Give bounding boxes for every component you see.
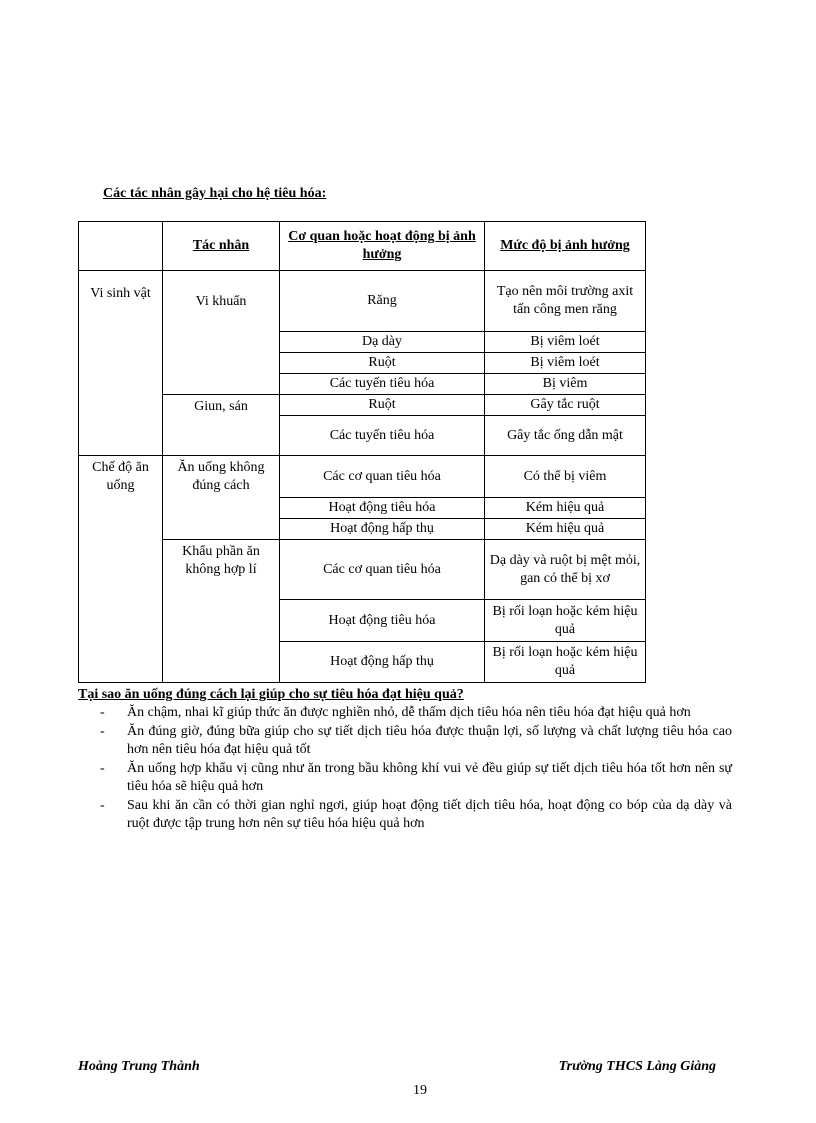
header-agent: Tác nhân — [163, 222, 280, 271]
organ-cell: Các tuyến tiêu hóa — [280, 374, 485, 395]
reason-text: Sau khi ăn cần có thời gian nghỉ ngơi, giúp hoạt động tiết dịch tiêu hóa, hoạt động co bóp của dạ dày và ruột được tập trung hơn nên sự tiêu hóa hiệu quả hơn — [127, 798, 732, 831]
section-title: Các tác nhân gây hại cho hệ tiêu hóa: — [103, 186, 327, 201]
agent-label: Khẩu phần ăn không hợp lí — [163, 540, 280, 683]
organ-cell: Dạ dày — [280, 332, 485, 353]
page-number: 19 — [413, 1083, 427, 1098]
list-item — [100, 797, 732, 833]
question-heading: Tại sao ăn uống đúng cách lại giúp cho sự tiêu hóa đạt hiệu quả? — [78, 687, 464, 702]
reason-text: Ăn đúng giờ, đúng bữa giúp cho sự tiết dịch tiêu hóa được thuận lợi, số lượng và chất lượng tiêu hóa cao hơn nên tiêu hóa đạt hiệu quả tốt — [127, 724, 732, 757]
bullet-dash: - — [100, 705, 105, 720]
effect-cell: Kém hiệu quả — [485, 519, 646, 540]
harmful-agents-table — [78, 221, 646, 683]
organ-cell: Ruột — [280, 395, 485, 416]
organ-cell: Các tuyến tiêu hóa — [280, 416, 485, 456]
table-row — [79, 456, 646, 498]
effect-cell: Bị rối loạn hoặc kém hiệu quả — [485, 642, 646, 683]
header-organ: Cơ quan hoặc hoạt động bị ảnh hưởng — [280, 222, 485, 271]
effect-cell: Bị viêm loét — [485, 332, 646, 353]
organ-cell: Hoạt động tiêu hóa — [280, 498, 485, 519]
effect-cell: Bị rối loạn hoặc kém hiệu quả — [485, 600, 646, 642]
table-row — [79, 395, 646, 416]
organ-cell: Các cơ quan tiêu hóa — [280, 456, 485, 498]
effect-cell: Kém hiệu quả — [485, 498, 646, 519]
agent-label: Ăn uống không đúng cách — [163, 456, 280, 540]
effect-cell: Tạo nên môi trường axit tấn công men răng — [485, 271, 646, 332]
organ-cell: Răng — [280, 271, 485, 332]
list-item — [100, 760, 732, 796]
effect-cell: Có thể bị viêm — [485, 456, 646, 498]
reason-text: Ăn uống hợp khẩu vị cũng như ăn trong bầu không khí vui vẻ đều giúp sự tiết dịch tiêu hóa tốt hơn nên sự tiêu hóa sẽ hiệu quả hơn — [127, 761, 732, 794]
footer-author: Hoàng Trung Thành — [78, 1059, 200, 1074]
organ-cell: Các cơ quan tiêu hóa — [280, 540, 485, 600]
list-item — [100, 723, 732, 759]
bullet-dash: - — [100, 724, 105, 739]
reason-text: Ăn chậm, nhai kĩ giúp thức ăn được nghiền nhỏ, dễ thấm dịch tiêu hóa nên tiêu hóa đạt hiệu quả hơn — [127, 705, 691, 720]
agent-label: Giun, sán — [163, 395, 280, 456]
table-header-row — [79, 222, 646, 271]
group-label: Vi sinh vật — [79, 271, 163, 456]
bullet-dash: - — [100, 761, 105, 776]
organ-cell: Hoạt động tiêu hóa — [280, 600, 485, 642]
header-effect: Mức độ bị ảnh hưởng — [485, 222, 646, 271]
organ-cell: Hoạt động hấp thụ — [280, 519, 485, 540]
group-label: Chế độ ăn uống — [79, 456, 163, 683]
list-item — [100, 704, 732, 722]
header-empty — [79, 222, 163, 271]
effect-cell: Gây tắc ruột — [485, 395, 646, 416]
table-row — [79, 271, 646, 332]
footer-school: Trường THCS Làng Giàng — [558, 1059, 716, 1074]
organ-cell: Ruột — [280, 353, 485, 374]
organ-cell: Hoạt động hấp thụ — [280, 642, 485, 683]
bullet-dash: - — [100, 798, 105, 813]
effect-cell: Bị viêm — [485, 374, 646, 395]
effect-cell: Dạ dày và ruột bị mệt mỏi, gan có thể bị xơ — [485, 540, 646, 600]
effect-cell: Bị viêm loét — [485, 353, 646, 374]
agent-label: Vi khuẩn — [163, 271, 280, 395]
effect-cell: Gây tắc ống dẫn mật — [485, 416, 646, 456]
reasons-list — [100, 704, 732, 834]
table-row — [79, 540, 646, 600]
